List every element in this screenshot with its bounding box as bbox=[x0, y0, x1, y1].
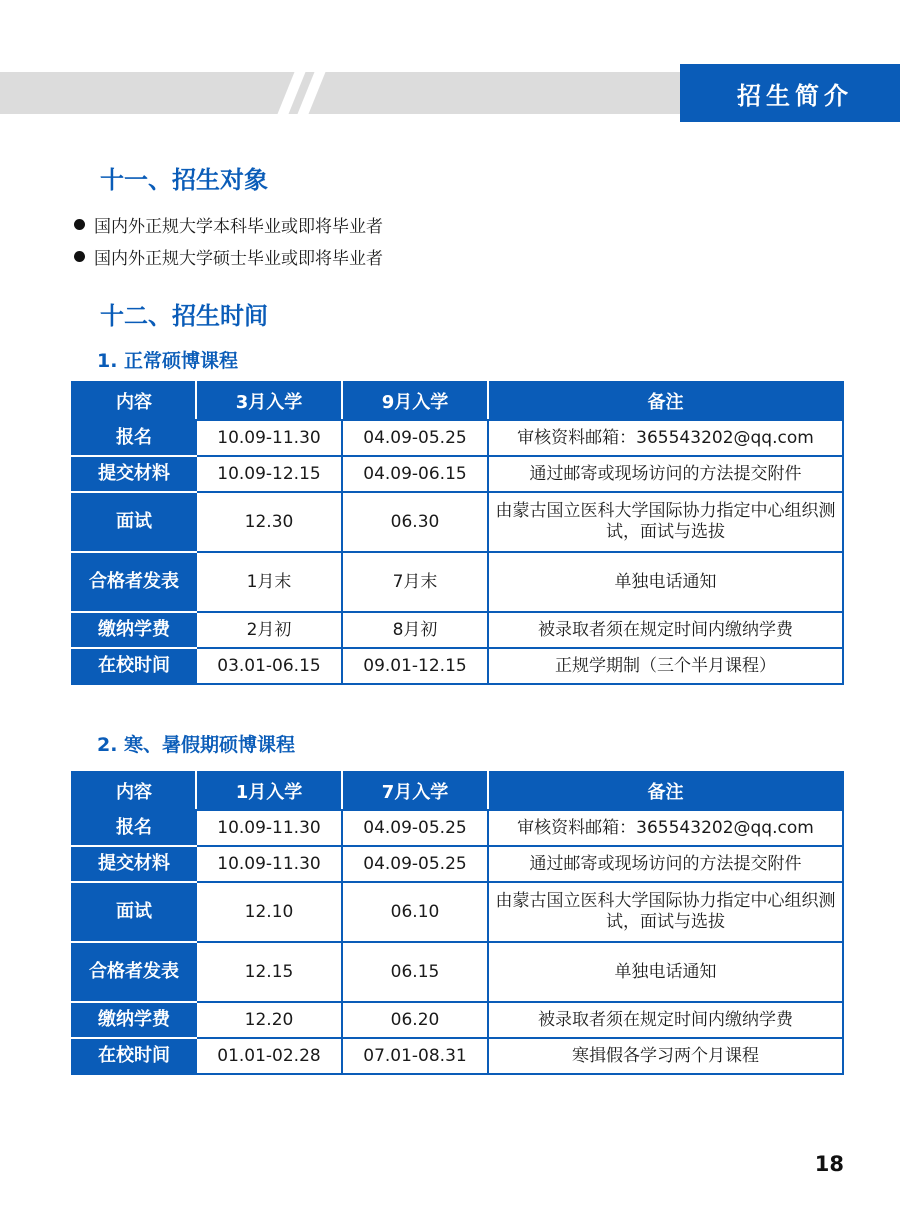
row-header: 面试 bbox=[72, 492, 196, 552]
table-cell: 12.15 bbox=[196, 942, 342, 1002]
table-cell: 09.01-12.15 bbox=[342, 648, 488, 684]
column-header: 1月入学 bbox=[196, 772, 342, 810]
table-cell: 7月末 bbox=[342, 552, 488, 612]
row-header: 提交材料 bbox=[72, 456, 196, 492]
row-header: 合格者发表 bbox=[72, 552, 196, 612]
table-cell: 12.20 bbox=[196, 1002, 342, 1038]
table-cell: 10.09-11.30 bbox=[196, 846, 342, 882]
row-header: 报名 bbox=[72, 420, 196, 456]
section-12-title: 十二、招生时间 bbox=[100, 302, 268, 330]
table-cell: 通过邮寄或现场访问的方法提交附件 bbox=[488, 456, 843, 492]
table-cell: 07.01-08.31 bbox=[342, 1038, 488, 1074]
list-item: 国内外正规大学本科毕业或即将毕业者 bbox=[74, 208, 383, 240]
table-row bbox=[72, 552, 843, 612]
table2-subtitle: 2. 寒、暑假期硕博课程 bbox=[97, 734, 296, 756]
table-cell: 审核资料邮箱：365543202@qq.com bbox=[488, 420, 843, 456]
table-cell: 由蒙古国立医科大学国际协力指定中心组织测试，面试与选拔 bbox=[488, 492, 843, 552]
row-header: 合格者发表 bbox=[72, 942, 196, 1002]
column-header: 3月入学 bbox=[196, 382, 342, 420]
table-cell: 单独电话通知 bbox=[488, 552, 843, 612]
table-row bbox=[72, 1002, 843, 1038]
section-11-title: 十一、招生对象 bbox=[100, 166, 268, 194]
list-item: 国内外正规大学硕士毕业或即将毕业者 bbox=[74, 240, 383, 272]
table-cell: 通过邮寄或现场访问的方法提交附件 bbox=[488, 846, 843, 882]
vacation-program-table bbox=[71, 771, 844, 1075]
table-row bbox=[72, 882, 843, 942]
row-header: 提交材料 bbox=[72, 846, 196, 882]
table-row bbox=[72, 492, 843, 552]
bullet-icon bbox=[74, 219, 85, 230]
table-cell: 04.09-05.25 bbox=[342, 846, 488, 882]
regular-program-table bbox=[71, 381, 844, 685]
table-cell: 03.01-06.15 bbox=[196, 648, 342, 684]
table-cell: 8月初 bbox=[342, 612, 488, 648]
table-cell: 审核资料邮箱：365543202@qq.com bbox=[488, 810, 843, 846]
column-header: 内容 bbox=[72, 382, 196, 420]
table-row bbox=[72, 1038, 843, 1074]
table-cell: 2月初 bbox=[196, 612, 342, 648]
row-header: 缴纳学费 bbox=[72, 612, 196, 648]
table-row bbox=[72, 846, 843, 882]
table-cell: 06.20 bbox=[342, 1002, 488, 1038]
table-cell: 10.09-12.15 bbox=[196, 456, 342, 492]
row-header: 在校时间 bbox=[72, 648, 196, 684]
table-row bbox=[72, 810, 843, 846]
table-row bbox=[72, 612, 843, 648]
table-cell: 06.10 bbox=[342, 882, 488, 942]
page-number: 18 bbox=[814, 1152, 844, 1176]
table-cell: 由蒙古国立医科大学国际协力指定中心组织测试，面试与选拔 bbox=[488, 882, 843, 942]
table-cell: 12.30 bbox=[196, 492, 342, 552]
table-cell: 04.09-05.25 bbox=[342, 420, 488, 456]
table-cell: 被录取者须在规定时间内缴纳学费 bbox=[488, 612, 843, 648]
row-header: 缴纳学费 bbox=[72, 1002, 196, 1038]
table-cell: 06.15 bbox=[342, 942, 488, 1002]
column-header: 备注 bbox=[488, 772, 843, 810]
table-row bbox=[72, 456, 843, 492]
table-cell: 01.01-02.28 bbox=[196, 1038, 342, 1074]
row-header: 在校时间 bbox=[72, 1038, 196, 1074]
column-header: 9月入学 bbox=[342, 382, 488, 420]
header-band bbox=[0, 72, 680, 114]
row-header: 面试 bbox=[72, 882, 196, 942]
table-cell: 正规学期制（三个半月课程） bbox=[488, 648, 843, 684]
table-cell: 04.09-06.15 bbox=[342, 456, 488, 492]
column-header: 内容 bbox=[72, 772, 196, 810]
column-header: 备注 bbox=[488, 382, 843, 420]
table-row bbox=[72, 420, 843, 456]
table-row bbox=[72, 648, 843, 684]
table-cell: 12.10 bbox=[196, 882, 342, 942]
table-cell: 1月末 bbox=[196, 552, 342, 612]
table-cell: 被录取者须在规定时间内缴纳学费 bbox=[488, 1002, 843, 1038]
header-title: 招生简介 bbox=[680, 64, 900, 122]
bullet-icon bbox=[74, 251, 85, 262]
table-cell: 10.09-11.30 bbox=[196, 810, 342, 846]
table-header-row bbox=[72, 772, 843, 810]
table1-subtitle: 1. 正常硕博课程 bbox=[97, 350, 239, 372]
table-cell: 寒揖假各学习两个月课程 bbox=[488, 1038, 843, 1074]
row-header: 报名 bbox=[72, 810, 196, 846]
table-row bbox=[72, 942, 843, 1002]
table-header-row bbox=[72, 382, 843, 420]
table-cell: 10.09-11.30 bbox=[196, 420, 342, 456]
table-cell: 单独电话通知 bbox=[488, 942, 843, 1002]
column-header: 7月入学 bbox=[342, 772, 488, 810]
enrollment-targets-list bbox=[74, 208, 383, 272]
table-cell: 04.09-05.25 bbox=[342, 810, 488, 846]
table-cell: 06.30 bbox=[342, 492, 488, 552]
